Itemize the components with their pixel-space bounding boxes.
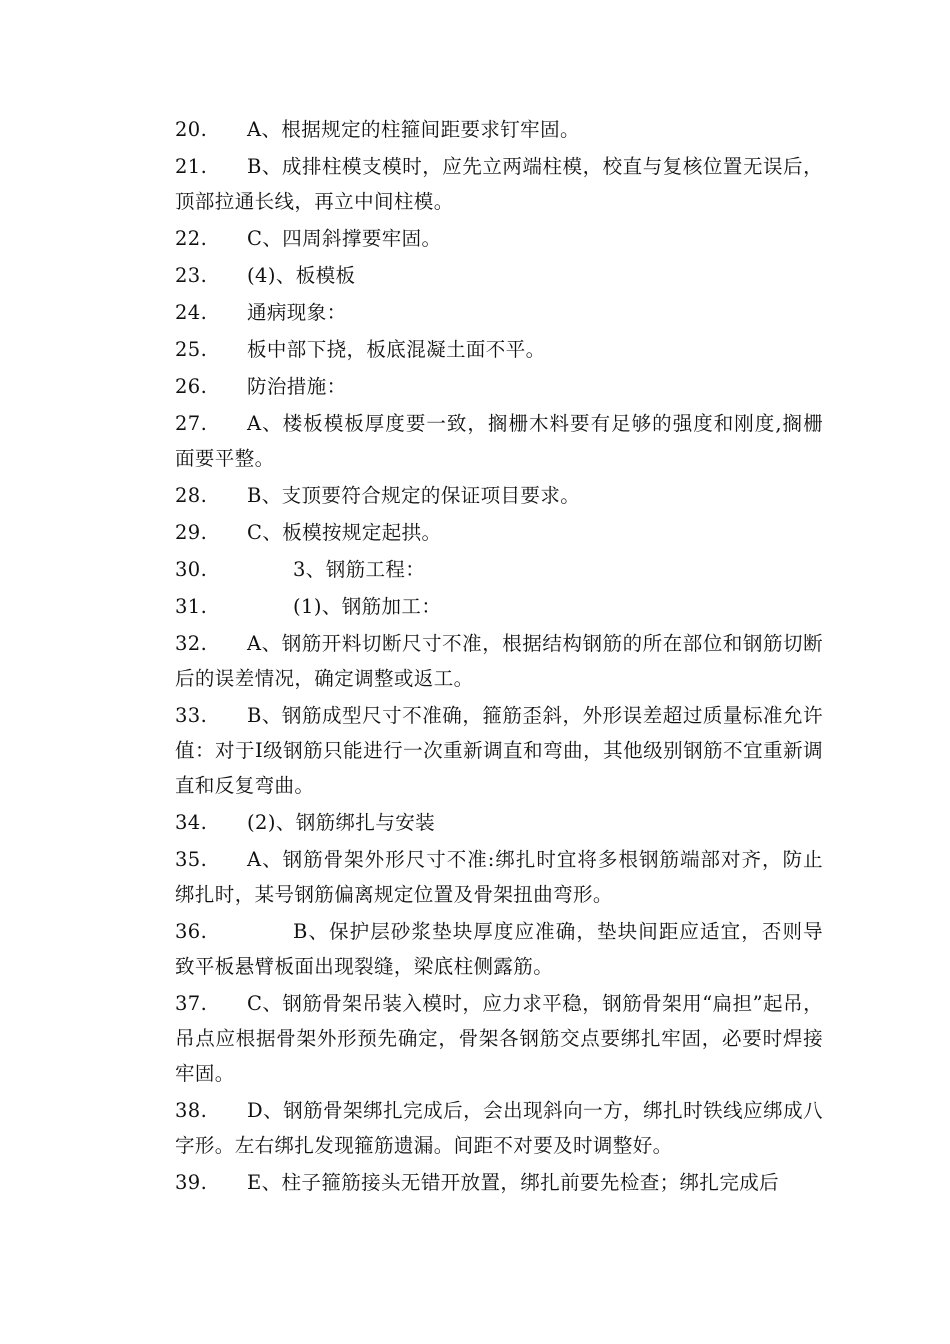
line-number: 21. [175,155,208,178]
line-number: 38. [175,1099,208,1122]
paragraph-text: A、根据规定的柱箍间距要求钉牢固。 [247,118,580,141]
document-body [175,112,823,1202]
paragraph-37 [175,986,823,1091]
paragraph-text: C、钢筋骨架吊装入模时，应力求平稳，钢筋骨架用“扁担”起吊，吊点应根据骨架外形预先确定，骨架各钢筋交点要绑扎牢固，必要时焊接牢固。 [175,992,823,1085]
line-number: 24. [175,301,208,324]
paragraph-text: D、钢筋骨架绑扎完成后，会出现斜向一方，绑扎时铁线应绑成八字形。左右绑扎发现箍筋遗漏。间距不对要及时调整好。 [175,1099,823,1157]
paragraph-text: A、钢筋开料切断尺寸不准，根据结构钢筋的所在部位和钢筋切断后的误差情况，确定调整或返工。 [175,632,823,690]
paragraph-text: A、楼板模板厚度要一致，搁栅木料要有足够的强度和刚度,搁栅面要平整。 [175,412,823,470]
paragraph-33 [175,698,823,803]
paragraph-text: 防治措施： [247,375,347,398]
line-number: 23. [175,264,208,287]
paragraph-text: B、钢筋成型尺寸不准确，箍筋歪斜，外形误差超过质量标准允许值：对于Ⅰ级钢筋只能进行一次重新调直和弯曲，其他级别钢筋不宜重新调直和反复弯曲。 [175,704,823,797]
paragraph-35 [175,842,823,912]
paragraph-20 [175,112,823,147]
paragraph-32 [175,626,823,696]
paragraph-text: 板中部下挠，板底混凝土面不平。 [247,338,546,361]
paragraph-27 [175,406,823,476]
line-number: 32. [175,632,208,655]
paragraph-28 [175,478,823,513]
line-number: 37. [175,992,208,1015]
paragraph-text: 通病现象： [247,301,347,324]
paragraph-24 [175,295,823,330]
line-number: 20. [175,118,208,141]
paragraph-34 [175,805,823,840]
line-number: 27. [175,412,208,435]
line-number: 34. [175,811,208,834]
line-number: 26. [175,375,208,398]
paragraph-text: B、支顶要符合规定的保证项目要求。 [247,484,581,507]
paragraph-text: A、钢筋骨架外形尺寸不准:绑扎时宜将多根钢筋端部对齐，防止绑扎时，某号钢筋偏离规定位置及骨架扭曲弯形。 [175,848,823,906]
paragraph-text: C、板模按规定起拱。 [247,521,442,544]
line-number: 25. [175,338,208,361]
paragraph-25 [175,332,823,367]
paragraph-text: (2)、钢筋绑扎与安装 [247,811,436,834]
line-number: 35. [175,848,208,871]
paragraph-36 [175,914,823,984]
paragraph-23 [175,258,823,293]
line-number: 22. [175,227,208,250]
line-number: 30. [175,558,208,581]
paragraph-21 [175,149,823,219]
line-number: 39. [175,1171,208,1194]
paragraph-22 [175,221,823,256]
paragraph-text: B、成排柱模支模时，应先立两端柱模，校直与复核位置无误后，顶部拉通长线，再立中间柱模。 [175,155,823,213]
paragraph-text: E、柱子箍筋接头无错开放置，绑扎前要先检查；绑扎完成后 [247,1171,780,1194]
paragraph-39 [175,1165,823,1200]
paragraph-text: (1)、钢筋加工： [293,595,442,618]
line-number: 31. [175,595,208,618]
line-number: 36. [175,920,208,943]
line-number: 28. [175,484,208,507]
paragraph-38 [175,1093,823,1163]
paragraph-29 [175,515,823,550]
line-number: 29. [175,521,208,544]
paragraph-26 [175,369,823,404]
paragraph-text: (4)、板模板 [247,264,356,287]
paragraph-text: C、四周斜撑要牢固。 [247,227,442,250]
line-number: 33. [175,704,208,727]
paragraph-31 [175,589,823,624]
paragraph-text: B、保护层砂浆垫块厚度应准确，垫块间距应适宜，否则导致平板悬臂板面出现裂缝，梁底柱侧露筋。 [175,920,823,978]
paragraph-30 [175,552,823,587]
paragraph-text: 3、钢筋工程： [293,558,426,581]
